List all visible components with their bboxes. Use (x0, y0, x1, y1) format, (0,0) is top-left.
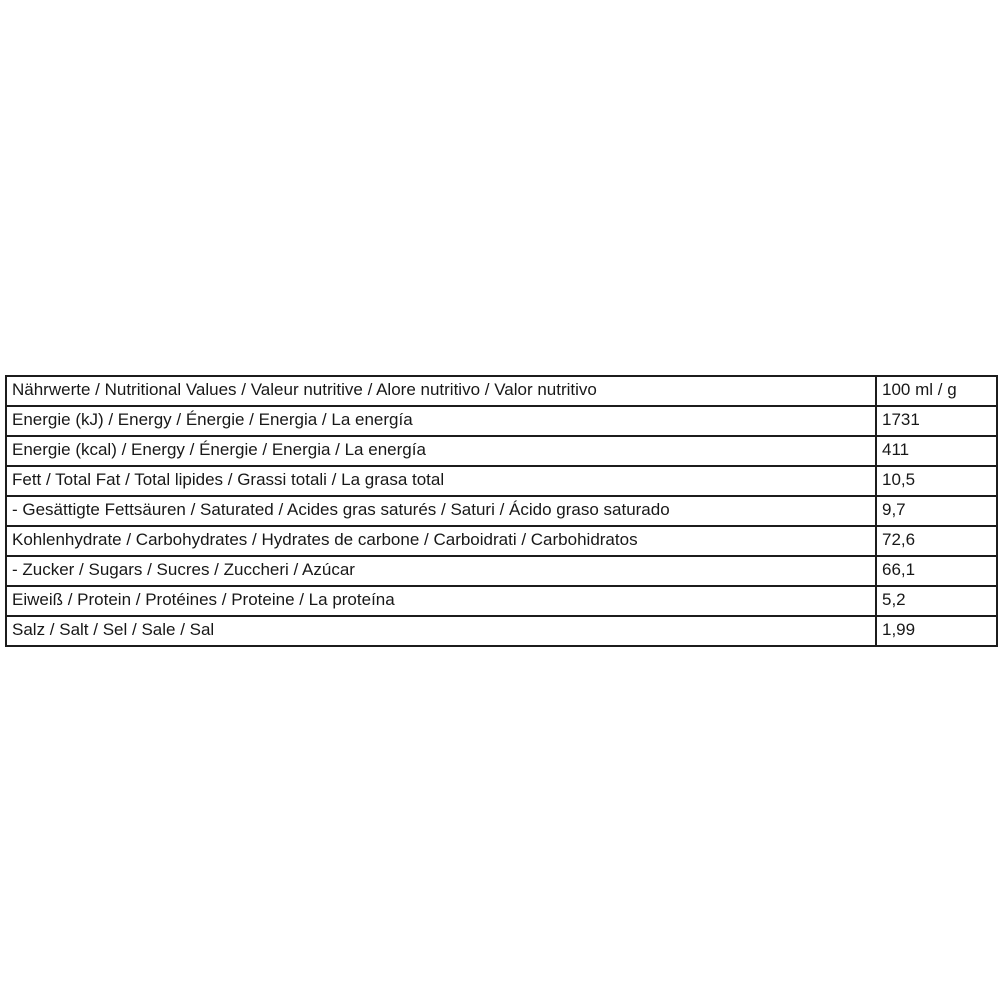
row-value: 10,5 (876, 466, 997, 496)
row-value: 1,99 (876, 616, 997, 646)
row-label: Energie (kJ) / Energy / Énergie / Energia / La energía (6, 406, 876, 436)
row-label: Energie (kcal) / Energy / Énergie / Energia / La energía (6, 436, 876, 466)
nutrition-table (5, 375, 998, 647)
row-value: 411 (876, 436, 997, 466)
row-value: 72,6 (876, 526, 997, 556)
row-value: 9,7 (876, 496, 997, 526)
nutrition-table-container (5, 375, 996, 647)
row-label: - Zucker / Sugars / Sucres / Zuccheri / Azúcar (6, 556, 876, 586)
row-label: Eiweiß / Protein / Protéines / Proteine / La proteína (6, 586, 876, 616)
row-label: Kohlenhydrate / Carbohydrates / Hydrates de carbone / Carboidrati / Carbohidratos (6, 526, 876, 556)
nutrition-table-body (6, 376, 997, 646)
row-label: - Gesättigte Fettsäuren / Saturated / Acides gras saturés / Saturi / Ácido graso saturado (6, 496, 876, 526)
header-unit-cell: 100 ml / g (876, 376, 997, 406)
table-row (6, 406, 997, 436)
table-row (6, 466, 997, 496)
table-row (6, 526, 997, 556)
table-header-row (6, 376, 997, 406)
row-value: 1731 (876, 406, 997, 436)
table-row (6, 586, 997, 616)
table-row (6, 616, 997, 646)
row-label: Fett / Total Fat / Total lipides / Grassi totali / La grasa total (6, 466, 876, 496)
table-row (6, 496, 997, 526)
header-label-cell: Nährwerte / Nutritional Values / Valeur nutritive / Alore nutritivo / Valor nutritivo (6, 376, 876, 406)
row-label: Salz / Salt / Sel / Sale / Sal (6, 616, 876, 646)
row-value: 66,1 (876, 556, 997, 586)
table-row (6, 436, 997, 466)
row-value: 5,2 (876, 586, 997, 616)
table-row (6, 556, 997, 586)
